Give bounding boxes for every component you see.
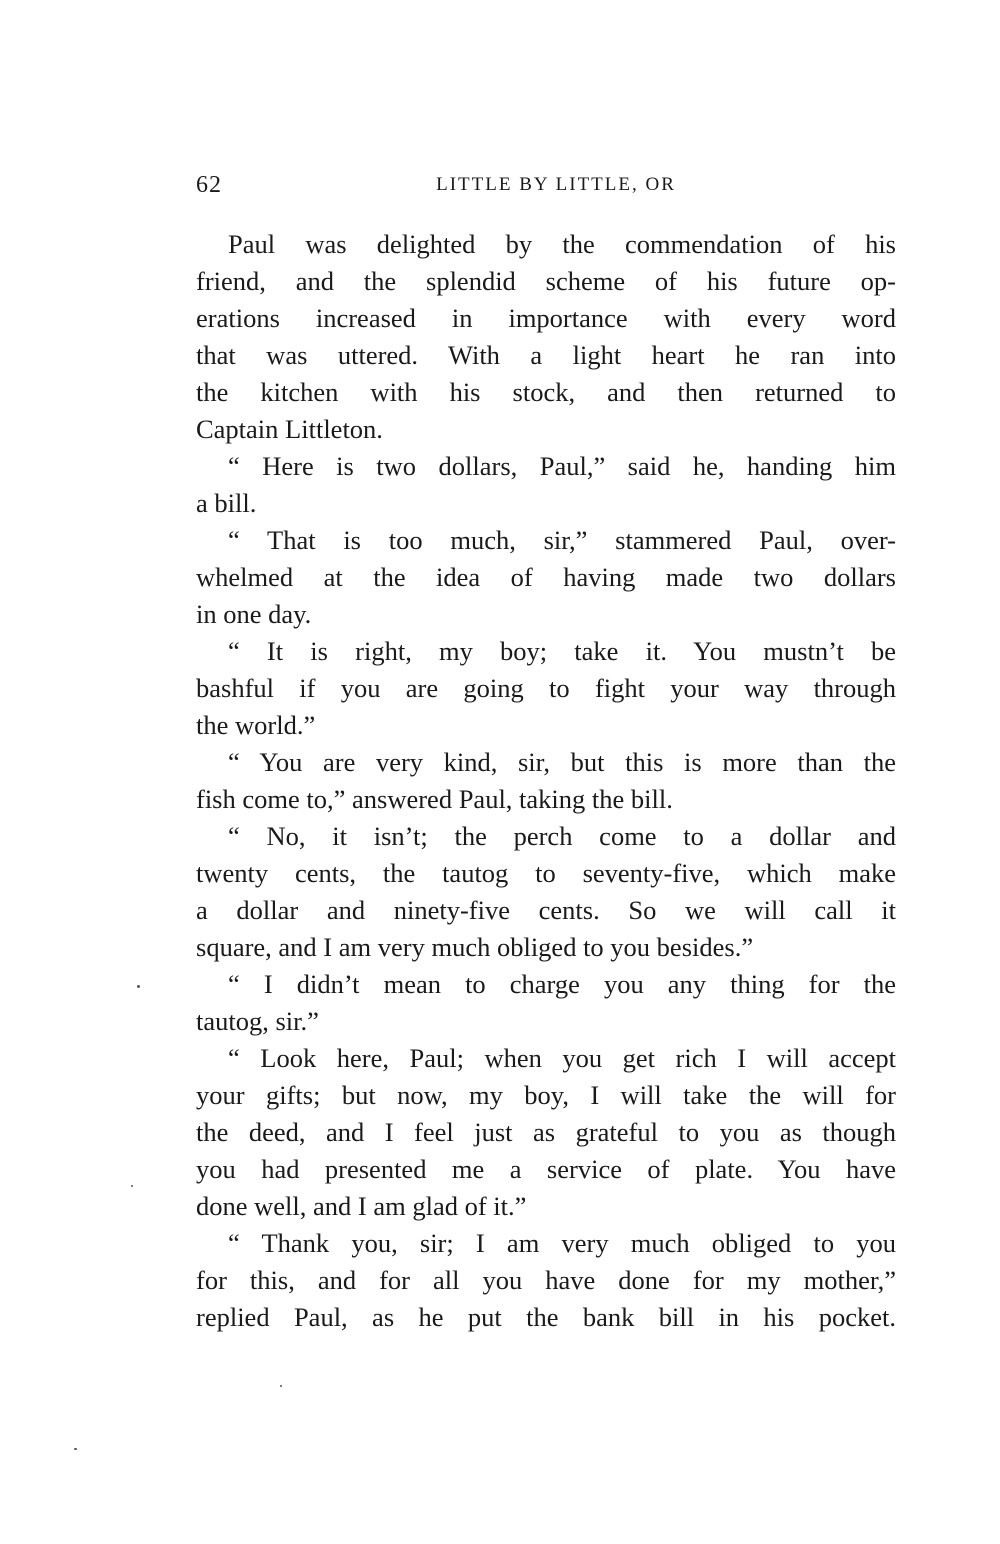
text-line: square, and I am very much obliged to you besides.” [196, 932, 754, 962]
running-title: LITTLE BY LITTLE, OR [436, 174, 676, 195]
running-head [196, 172, 896, 204]
text-line: Captain Littleton. [196, 414, 383, 444]
text-line: twenty cents, the tautog to seventy-five, which make [196, 858, 896, 888]
paper-speck [74, 1448, 77, 1450]
paper-speck [131, 1185, 133, 1187]
text-line: “ No, it isn’t; the perch come to a dollar and [228, 821, 896, 851]
text-line: the world.” [196, 710, 316, 740]
text-line: “ Look here, Paul; when you get rich I will accept [228, 1043, 896, 1073]
text-line: the kitchen with his stock, and then returned to [196, 377, 896, 407]
text-line: erations increased in importance with every word [196, 303, 896, 333]
text-line: the deed, and I feel just as grateful to you as though [196, 1117, 896, 1147]
text-line: Paul was delighted by the commendation of his [228, 229, 896, 259]
body-text [196, 226, 896, 1336]
text-line: “ It is right, my boy; take it. You mustn’t be [228, 636, 896, 666]
text-line: for this, and for all you have done for my mother,” [196, 1265, 896, 1295]
text-line: whelmed at the idea of having made two dollars [196, 562, 896, 592]
text-line: your gifts; but now, my boy, I will take the will for [196, 1080, 896, 1110]
paper-speck [137, 985, 140, 988]
paper-speck [280, 1385, 282, 1387]
page-number: 62 [196, 172, 222, 198]
text-line: “ Thank you, sir; I am very much obliged to you [228, 1228, 896, 1258]
text-line: you had presented me a service of plate. You have [196, 1154, 896, 1184]
text-line: fish come to,” answered Paul, taking the bill. [196, 784, 673, 814]
text-line: bashful if you are going to fight your way through [196, 673, 896, 703]
text-line: in one day. [196, 599, 312, 629]
text-line: a dollar and ninety-five cents. So we will call it [196, 895, 896, 925]
text-line: friend, and the splendid scheme of his future op- [196, 266, 896, 296]
text-line: replied Paul, as he put the bank bill in his pocket. [196, 1302, 896, 1332]
text-line: “ Here is two dollars, Paul,” said he, handing him [228, 451, 896, 481]
text-line: “ You are very kind, sir, but this is more than the [228, 747, 896, 777]
text-line: a bill. [196, 488, 257, 518]
text-line: “ That is too much, sir,” stammered Paul, over- [228, 525, 896, 555]
text-line: done well, and I am glad of it.” [196, 1191, 527, 1221]
text-line: tautog, sir.” [196, 1006, 319, 1036]
text-line: “ I didn’t mean to charge you any thing for the [228, 969, 896, 999]
text-line: that was uttered. With a light heart he ran into [196, 340, 896, 370]
